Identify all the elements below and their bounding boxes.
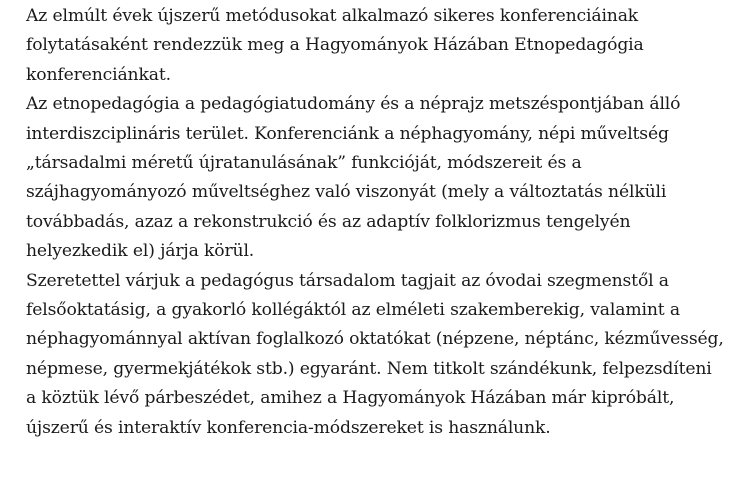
article-body [26, 2, 726, 443]
paragraph-definition: Az etnopedagógia a pedagógiatudomány és a néprajz metszéspontjában álló interdiszciplináris terület. Konferenciánk a néphagyomány, népi műveltség „társadalmi méretű újratanulásának” funkcióját, módszereit és a szájhagyományozó műveltséghez való viszonyát (mely a változtatás nélküli továbbadás, azaz a rekonstrukció és az adaptív folklorizmus tengelyén helyezkedik el) járja körül. [26, 94, 681, 262]
paragraph-invitation: Szeretettel várjuk a pedagógus társadalom tagjait az óvodai szegmenstől a felsőoktatásig, a gyakorló kollégáktól az elméleti szakemberekig, valamint a néphagyománnyal aktívan foglalkozó oktatókat (népzene, néptánc, kézművesség, népmese, gyermekjátékok stb.) egyaránt. Nem titkolt szándékunk, felpezsdíteni a köztük lévő párbeszédet, amihez a Hagyományok Házában már kipróbált, újszerű és interaktív konferencia-módszereket is használunk. [26, 270, 724, 438]
paragraph-intro: Az elmúlt évek újszerű metódusokat alkalmazó sikeres konferenciáinak folytatásaként rendezzük meg a Hagyományok Házában Etnopedagógia konferenciánkat. [26, 6, 644, 85]
